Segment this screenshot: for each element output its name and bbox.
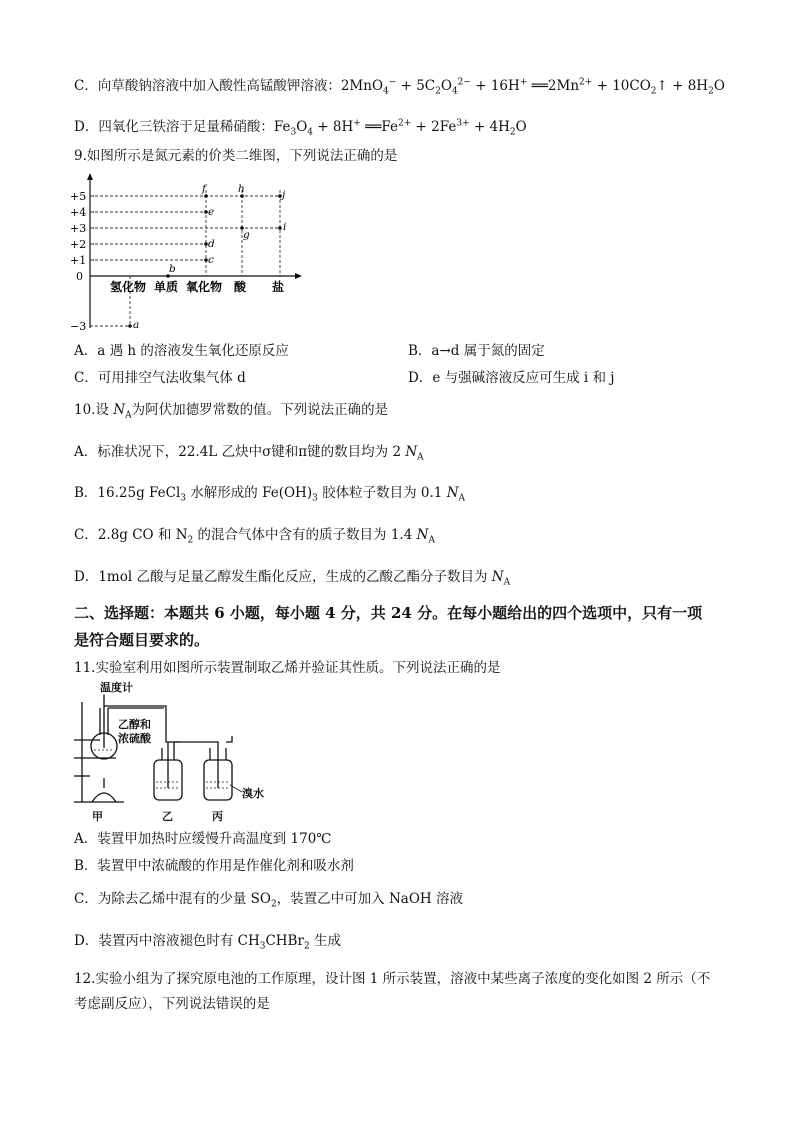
q10-stem: 10.设 $N_A$为阿伏加德罗常数的值。下列说法正确的是 bbox=[74, 402, 389, 421]
y-tick: −3 bbox=[70, 320, 87, 333]
q8-option-d-equation: $Fe_3O_4 + 8H^+$ $══Fe^{2+} + 2Fe^{3+} + 4H_2O$ bbox=[273, 118, 527, 138]
q9-option-a: A．a 遇 h 的溶液发生氧化还原反应 bbox=[74, 343, 289, 359]
q10-option-a: A．标准状况下，22.4L 乙炔中σ键和π键的数目均为 2 $N_A$ bbox=[74, 444, 424, 463]
nitrogen-valence-chart bbox=[68, 170, 308, 335]
q8-option-c-equation: $2MnO_4^- + 5C_2O_4^{2-} + 16H^+$ $══2Mn^{2+}$ + $10CO_2↑ + 8H_2O$ bbox=[340, 77, 725, 97]
q9-stem: 9.如图所示是氮元素的价类二维图，下列说法正确的是 bbox=[74, 148, 398, 164]
point-label: b bbox=[169, 263, 176, 275]
q9-option-b: B．a→d 属于氮的固定 bbox=[408, 343, 545, 359]
y-tick: +2 bbox=[70, 238, 87, 251]
point-label: c bbox=[208, 254, 214, 266]
x-label: 氢化物 bbox=[110, 280, 147, 294]
y-tick: +3 bbox=[70, 222, 87, 235]
label-jia: 甲 bbox=[92, 810, 103, 823]
y-tick: +1 bbox=[70, 254, 87, 267]
q9-option-d: D．e 与强碱溶液反应可生成 i 和 j bbox=[408, 370, 615, 386]
point-label: g bbox=[243, 229, 250, 241]
q10-option-d: D．1mol 乙酸与足量乙醇发生酯化反应，生成的乙酸乙酯分子数目为 $N_A$ bbox=[74, 569, 511, 588]
label-bing: 丙 bbox=[212, 810, 223, 823]
y-tick: +5 bbox=[70, 190, 87, 203]
q11-stem: 11.实验室利用如图所示装置制取乙烯并验证其性质。下列说法正确的是 bbox=[74, 660, 501, 676]
x-label: 氧化物 bbox=[186, 280, 223, 294]
point-label: h bbox=[238, 183, 245, 195]
label-reagent: 乙醇和 bbox=[118, 718, 151, 731]
q8-option-c bbox=[74, 76, 725, 96]
point-a bbox=[128, 324, 132, 328]
q10-option-b: B．16.25g FeCl$_3$ 水解形成的 $Fe(OH)_3$ 胶体粒子数目为 0.1 $N_A$ bbox=[74, 485, 465, 504]
q8-option-d bbox=[74, 117, 527, 137]
section-2-heading-cont: 是符合题目要求的。 bbox=[74, 631, 210, 649]
x-label: 盐 bbox=[272, 280, 285, 294]
ethylene-apparatus-diagram bbox=[70, 680, 270, 825]
label-reagent: 浓硫酸 bbox=[118, 732, 151, 745]
label-bromine-water: 溴水 bbox=[242, 787, 264, 800]
q11-option-d: D．装置丙中溶液褪色时有 $CH_3CHBr_2$ 生成 bbox=[74, 933, 341, 952]
point-label: d bbox=[208, 238, 215, 250]
y-tick: 0 bbox=[76, 270, 83, 283]
point-label: i bbox=[283, 221, 287, 233]
q11-option-a: A．装置甲加热时应缓慢升高温度到 170℃ bbox=[74, 831, 332, 847]
q9-option-c: C．可用排空气法收集气体 d bbox=[74, 370, 246, 386]
point-label: a bbox=[133, 319, 140, 331]
q12-stem-line1: 12.实验小组为了探究原电池的工作原理，设计图 1 所示装置，溶液中某些离子浓度的变化如图 2 所示（不 bbox=[74, 971, 711, 987]
q11-option-c: C．为除去乙烯中混有的少量 $SO_2$，装置乙中可加入 NaOH 溶液 bbox=[74, 891, 463, 910]
point-i bbox=[278, 226, 282, 230]
label-thermometer: 温度计 bbox=[100, 681, 133, 694]
q10-option-c: C．2.8g CO 和 $N_2$ 的混合气体中含有的质子数目为 1.4 $N_A$ bbox=[74, 527, 435, 546]
y-tick: +4 bbox=[70, 206, 87, 219]
point-label: f bbox=[202, 183, 206, 195]
label-yi: 乙 bbox=[162, 810, 173, 823]
q11-option-b: B．装置甲中浓硫酸的作用是作催化剂和吸水剂 bbox=[74, 858, 354, 874]
point-label: j bbox=[282, 189, 286, 201]
section-2-heading: 二、选择题：本题共 6 小题，每小题 4 分，共 24 分。在每小题给出的四个选项中，只有一项 bbox=[74, 604, 703, 622]
x-label: 单质 bbox=[154, 280, 179, 294]
point-label: e bbox=[208, 206, 215, 218]
x-label: 酸 bbox=[234, 280, 247, 294]
q8-option-c-text: C．向草酸钠溶液中加入酸性高锰酸钾溶液： bbox=[74, 78, 341, 94]
q8-option-d-text: D．四氧化三铁溶于足量稀硝酸： bbox=[74, 119, 274, 135]
q12-stem-line2: 考虑副反应），下列说法错误的是 bbox=[74, 996, 270, 1012]
